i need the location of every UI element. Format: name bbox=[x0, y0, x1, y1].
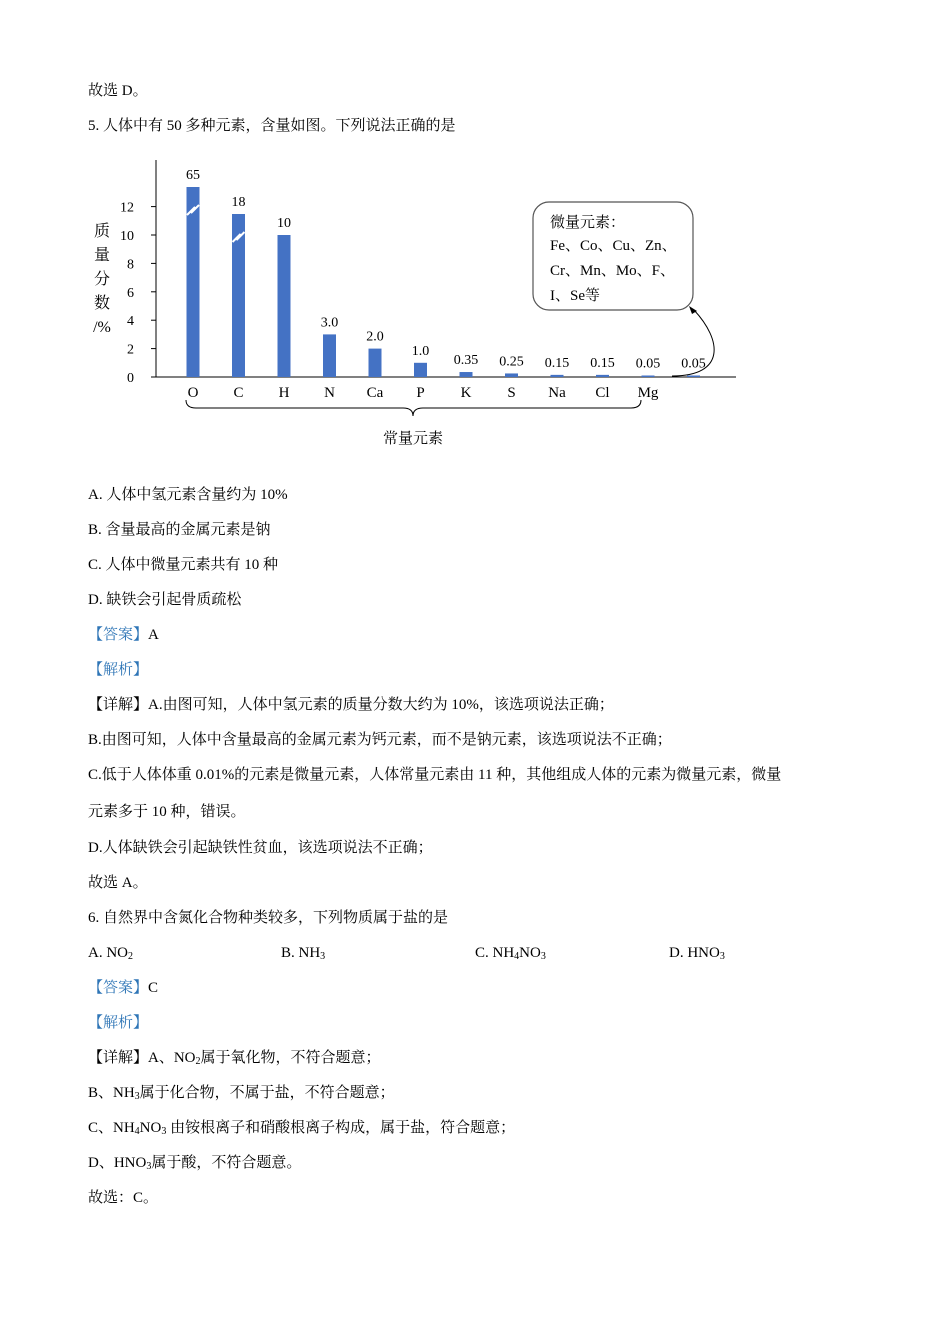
trace-box-line: Fe、Co、Cu、Zn、 bbox=[550, 238, 677, 254]
question-5-stem: 5. 人体中有 50 多种元素，含量如图。下列说法正确的是 bbox=[88, 118, 456, 134]
trace-box-line: Cr、Mn、Mo、F、 bbox=[550, 263, 676, 279]
y-axis-label-char: 质 bbox=[93, 223, 111, 240]
answer-value: A bbox=[148, 627, 159, 643]
category-label: O bbox=[187, 385, 199, 401]
q5-answer bbox=[88, 625, 159, 645]
category-label: Na bbox=[548, 385, 566, 401]
q6-detail-a: 【详解】A、$NO_2$属于氧化物，不符合题意； bbox=[88, 1050, 381, 1067]
answer-tag: 【答案】 bbox=[88, 980, 149, 996]
answer-value: C bbox=[148, 980, 159, 996]
bar-P bbox=[414, 363, 427, 377]
q5-detail-a: 【详解】A.由图可知，人体中氢元素的质量分数大约为 10%，该选项说法正确； bbox=[88, 697, 614, 713]
q6-conclusion: 故选：C。 bbox=[88, 1190, 159, 1206]
data-label: 0.15 bbox=[544, 355, 570, 371]
data-label: 1.0 bbox=[411, 343, 430, 359]
data-label: 0.35 bbox=[453, 353, 479, 369]
y-axis-label-char: 数 bbox=[93, 295, 111, 312]
brace-constant-elements bbox=[186, 400, 641, 416]
y-axis-label-char: /% bbox=[93, 319, 111, 336]
question-6-stem: 6. 自然界中含氮化合物种类较多，下列物质属于盐的是 bbox=[88, 910, 449, 926]
q5-option-a: A. 人体中氢元素含量约为 10% bbox=[88, 487, 288, 503]
data-label: 3.0 bbox=[320, 315, 339, 331]
q6-option-d: D. $HNO_3$ bbox=[669, 945, 725, 962]
y-tick-label: 2 bbox=[127, 342, 134, 358]
bar-O bbox=[187, 187, 200, 377]
bar-H bbox=[278, 235, 291, 377]
data-label: 0.15 bbox=[590, 355, 615, 371]
y-tick-label: 0 bbox=[127, 371, 134, 386]
y-tick-label: 12 bbox=[120, 200, 134, 216]
element-content-chart bbox=[86, 150, 746, 460]
answer-tag: 【答案】 bbox=[88, 627, 149, 643]
bar-Ca bbox=[369, 349, 382, 377]
q6-detail-c: C、$NH_4NO_3$ 由铵根离子和硝酸根离子构成，属于盐，符合题意； bbox=[88, 1120, 516, 1137]
q6-detail-b: B、$NH_3$属于化合物，不属于盐，不符合题意； bbox=[88, 1085, 395, 1102]
q5-conclusion: 故选 A。 bbox=[88, 875, 148, 891]
bar-Cl bbox=[596, 375, 609, 377]
bar-K bbox=[460, 372, 473, 377]
data-label: 0.05 bbox=[681, 356, 706, 372]
q5-option-d: D. 缺铁会引起骨质疏松 bbox=[88, 592, 242, 608]
data-label: 0.05 bbox=[635, 356, 661, 372]
category-label: H bbox=[278, 385, 290, 401]
callout-arrow-head bbox=[689, 306, 697, 314]
q5-option-b: B. 含量最高的金属元素是钠 bbox=[88, 522, 271, 538]
data-label: 10 bbox=[277, 216, 291, 231]
q6-option-c: C. $NH_4NO_3$ bbox=[475, 945, 546, 962]
q5-detail-c2: 元素多于 10 种，错误。 bbox=[88, 804, 246, 820]
bar-unlabeled bbox=[687, 376, 700, 378]
bar-Na bbox=[551, 375, 564, 377]
y-tick-label: 10 bbox=[120, 229, 134, 244]
q6-answer bbox=[88, 978, 158, 998]
data-label: 65 bbox=[186, 168, 200, 183]
trace-box-title: 微量元素： bbox=[550, 214, 626, 231]
bar-Mg bbox=[642, 376, 655, 378]
q6-analysis-tag: 【解析】 bbox=[88, 1015, 149, 1031]
data-label: 18 bbox=[231, 195, 246, 210]
y-tick-label: 8 bbox=[127, 257, 134, 273]
y-axis-label-char: 量 bbox=[93, 247, 111, 264]
data-label: 0.25 bbox=[499, 354, 524, 370]
bar-N bbox=[323, 334, 336, 377]
brace-label: 常量元素 bbox=[382, 430, 444, 447]
q6-option-b: B. $NH_3$ bbox=[281, 945, 326, 962]
category-label: S bbox=[507, 385, 516, 401]
q5-detail-c1: C.低于人体体重 0.01%的元素是微量元素，人体常量元素由 11 种，其他组成人体的元素为微量元素，微量 bbox=[88, 767, 782, 783]
y-tick-label: 4 bbox=[127, 314, 134, 330]
category-label: Ca bbox=[366, 385, 384, 401]
category-label: N bbox=[324, 385, 335, 401]
y-axis-label-char: 分 bbox=[93, 271, 111, 288]
trace-box-line: I、Se等 bbox=[550, 288, 600, 304]
category-label: Cl bbox=[595, 385, 610, 401]
data-label: 2.0 bbox=[366, 329, 384, 345]
q5-option-c: C. 人体中微量元素共有 10 种 bbox=[88, 557, 279, 573]
q6-detail-d: D、$HNO_3$属于酸，不符合题意。 bbox=[88, 1155, 302, 1172]
category-label: P bbox=[416, 385, 425, 401]
bar-S bbox=[505, 373, 518, 377]
q5-analysis-tag: 【解析】 bbox=[88, 662, 149, 678]
category-label: Mg bbox=[637, 385, 659, 401]
q5-detail-d: D.人体缺铁会引起缺铁性贫血，该选项说法不正确； bbox=[88, 840, 433, 856]
category-label: K bbox=[460, 385, 472, 401]
q5-detail-b: B.由图可知，人体中含量最高的金属元素为钙元素，而不是钠元素，该选项说法不正确； bbox=[88, 732, 672, 748]
line-answer-prev: 故选 D。 bbox=[88, 83, 148, 99]
q6-option-a: A. $NO_2$ bbox=[88, 945, 133, 962]
y-tick-label: 6 bbox=[127, 285, 134, 301]
category-label: C bbox=[233, 385, 244, 401]
